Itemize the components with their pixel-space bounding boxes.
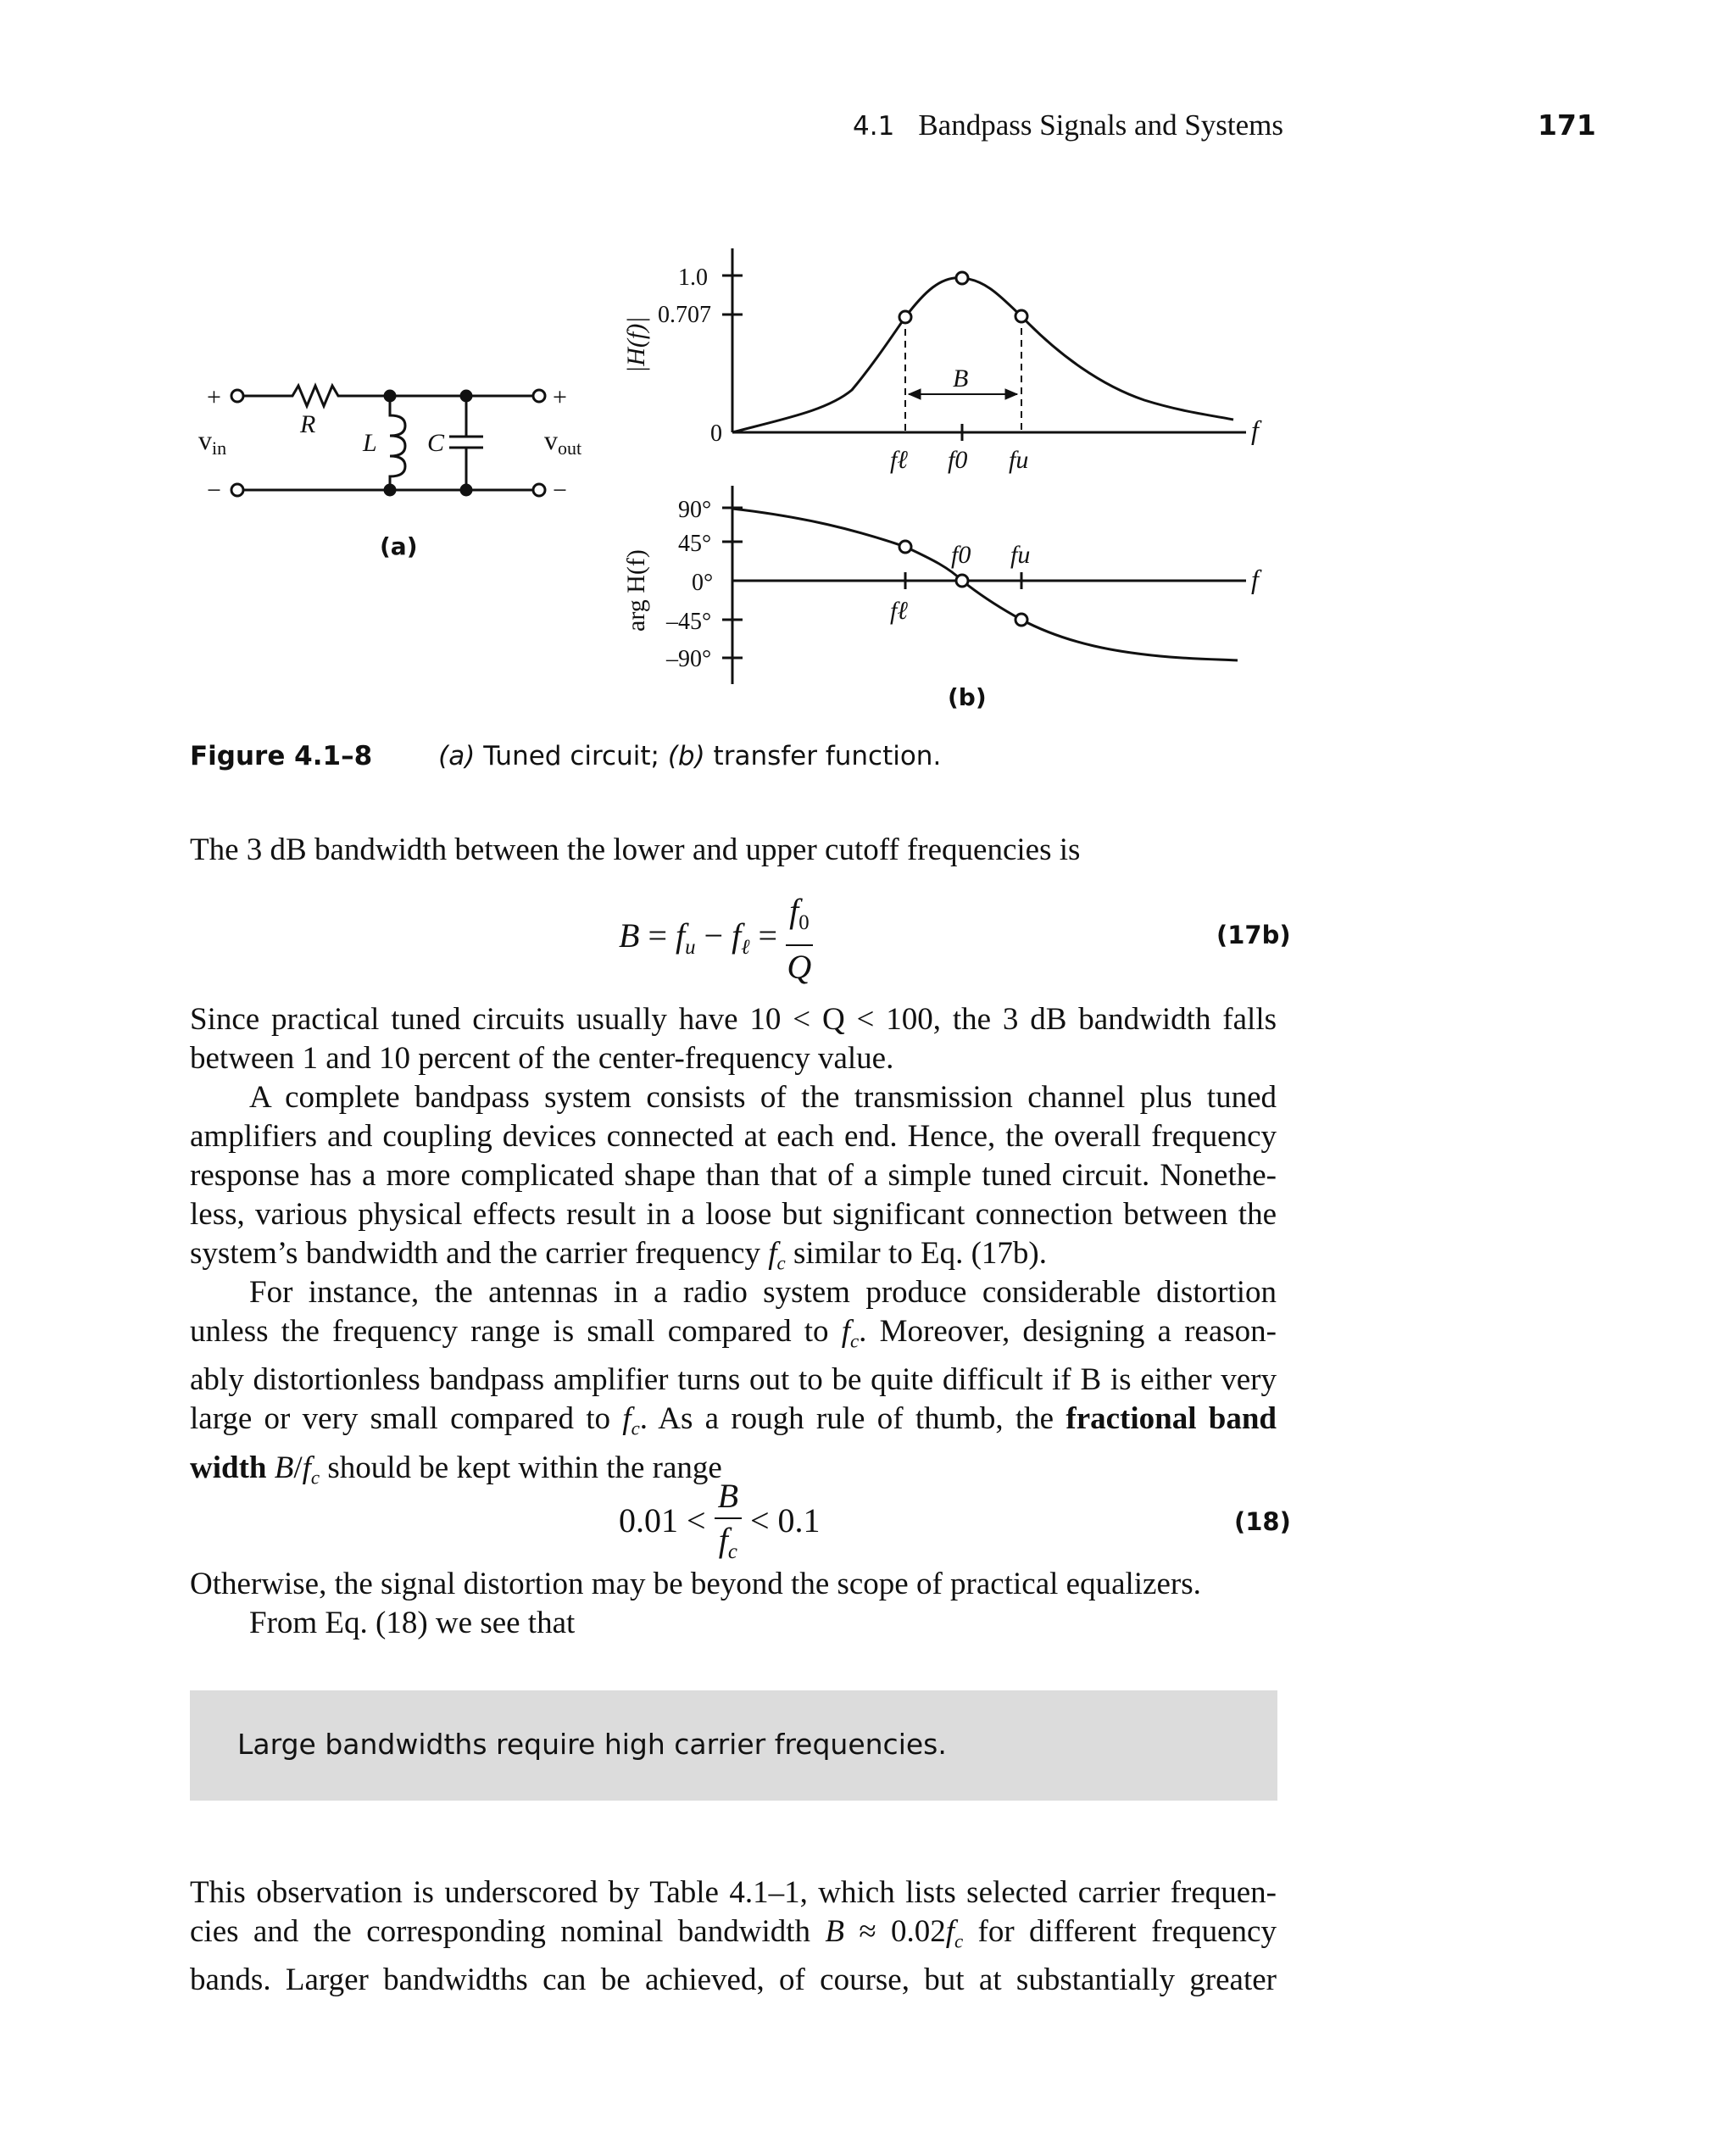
plus-left: + xyxy=(207,383,221,411)
vout-label: v xyxy=(544,425,558,455)
label-r: R xyxy=(300,410,316,438)
inductor-l xyxy=(390,396,405,490)
p7-line-2: cies and the corresponding nominal bandwidth $B \approx 0.02f_c$ for different frequency xyxy=(190,1914,1277,1952)
p5-line: Otherwise, the signal distortion may be beyond the scope of practical equalizers. xyxy=(190,1567,1201,1601)
terminal-in-bottom xyxy=(231,484,243,496)
p7-line-1: This observation is underscored by Table 4.1–1, which lists selected carrier frequen- xyxy=(190,1875,1277,1910)
magnitude-curve xyxy=(732,278,1233,432)
p6-line: From Eq. (18) we see that xyxy=(249,1606,576,1640)
vin-label: v xyxy=(198,425,212,455)
mag-tick-1: 1.0 xyxy=(678,264,708,291)
svg-text:vin xyxy=(198,425,226,459)
p3-line-3: response has a more complicated shape than that of a simple tuned circuit. Nonethe- xyxy=(190,1158,1277,1193)
section-number: 4.1 xyxy=(853,111,895,142)
phase-tick-90: 90° xyxy=(678,497,712,523)
capacitor-c xyxy=(449,396,483,490)
p3-line-4: less, various physical effects result in a loose but significant connection between the xyxy=(190,1197,1277,1232)
panel-label-b: (b) xyxy=(948,683,987,711)
caption-a: (a) xyxy=(438,741,476,771)
magnitude-plot xyxy=(722,248,1246,441)
terminal-out-bottom xyxy=(533,484,545,496)
paragraph-4 xyxy=(190,1273,1277,1497)
p4-line-3: ably distortionless bandpass amplifier turns out to be quite difficult if B is either very xyxy=(190,1362,1277,1398)
phase-y-label: arg H(f) xyxy=(622,549,650,632)
paragraph-1 xyxy=(190,831,1277,870)
phase-plot xyxy=(722,486,1246,684)
mag-fu-label: fu xyxy=(1009,446,1029,474)
paragraph-5 xyxy=(190,1565,1277,1643)
paragraph-7 xyxy=(190,1873,1277,2000)
phase-curve xyxy=(732,509,1238,660)
p4-line-2: unless the frequency range is small compared to $f_c$. Moreover, designing a reason- xyxy=(190,1314,1277,1352)
figure-label: Figure 4.1–8 xyxy=(190,741,373,771)
phase-fu-label: fu xyxy=(1010,541,1031,569)
page-number: 171 xyxy=(1538,109,1596,142)
mag-x-label: f xyxy=(1251,415,1259,445)
terminal-in-top xyxy=(231,390,243,402)
phase-tick-m45: –45° xyxy=(666,609,712,635)
highlight-box xyxy=(190,1690,1277,1801)
mag-tick-0707: 0.707 xyxy=(658,302,711,328)
phase-tick-m90: –90° xyxy=(666,646,712,672)
p2-line-2: between 1 and 10 percent of the center-frequency value. xyxy=(190,1041,894,1076)
label-c: C xyxy=(427,429,445,457)
equation-17b: $B = f_u - f_\ell$ = $\frac{f_0}{Q}$ xyxy=(619,892,812,986)
caption-b-text: transfer function. xyxy=(704,741,942,771)
mag-fl-label: fℓ xyxy=(890,446,908,474)
equation-17b-number: (17b) xyxy=(1216,921,1291,949)
caption-b: (b) xyxy=(667,741,705,771)
paragraph-2 xyxy=(190,1000,1277,1078)
plus-right: + xyxy=(553,383,567,411)
minus-left: − xyxy=(207,476,221,504)
figure-4-1-8 xyxy=(0,0,1736,763)
section-title: Bandpass Signals and Systems xyxy=(918,109,1284,142)
p4-line-4: large or very small compared to $f_c$. As a rough rule of thumb, the fractional band xyxy=(190,1401,1277,1439)
circuit-diagram xyxy=(231,386,545,496)
mag-bandwidth-label: B xyxy=(953,365,969,392)
phase-fl-label: fℓ xyxy=(890,597,908,625)
vin-sub: in xyxy=(212,437,227,459)
highlight-text: Large bandwidths require high carrier frequencies. xyxy=(237,1728,947,1761)
mag-f0-label: f0 xyxy=(948,446,968,474)
paragraph-3 xyxy=(190,1078,1277,1283)
equation-18: 0.01 < $\frac{B}{f_c}$ < 0.1 xyxy=(619,1477,821,1563)
p1-line: The 3 dB bandwidth between the lower and upper cutoff frequencies is xyxy=(190,832,1081,867)
phase-x-label: f xyxy=(1251,564,1259,594)
equation-18-number: (18) xyxy=(1234,1507,1291,1536)
p7-line-3: bands. Larger bandwidths can be achieved, of course, but at substantially greater xyxy=(190,1962,1277,1998)
vout-sub: out xyxy=(558,437,582,459)
svg-text:vout xyxy=(544,425,581,459)
terminal-out-top xyxy=(533,390,545,402)
figure-caption xyxy=(190,741,941,771)
p3-line-1: A complete bandpass system consists of the transmission channel plus tuned xyxy=(249,1080,1277,1115)
phase-tick-45: 45° xyxy=(678,531,712,557)
panel-label-a: (a) xyxy=(380,532,418,560)
phase-tick-0: 0° xyxy=(692,570,714,596)
p3-line-5: system’s bandwidth and the carrier frequency $f_c$ similar to Eq. (17b). xyxy=(190,1236,1047,1274)
p3-line-2: amplifiers and coupling devices connected at each end. Hence, the overall frequency xyxy=(190,1119,1277,1154)
caption-a-text: Tuned circuit; xyxy=(475,741,668,771)
mag-tick-0: 0 xyxy=(710,420,722,447)
label-l: L xyxy=(363,429,377,457)
p4-line-5: width $B/f_c$ should be kept within the range xyxy=(190,1450,722,1488)
minus-right: − xyxy=(553,476,567,504)
p4-line-1: For instance, the antennas in a radio system produce considerable distortion xyxy=(249,1275,1277,1310)
p2-line-1: Since practical tuned circuits usually have 10 < Q < 100, the 3 dB bandwidth falls xyxy=(190,1002,1277,1037)
phase-f0-label: f0 xyxy=(951,541,971,569)
mag-y-label: |H(f)| xyxy=(622,316,650,373)
